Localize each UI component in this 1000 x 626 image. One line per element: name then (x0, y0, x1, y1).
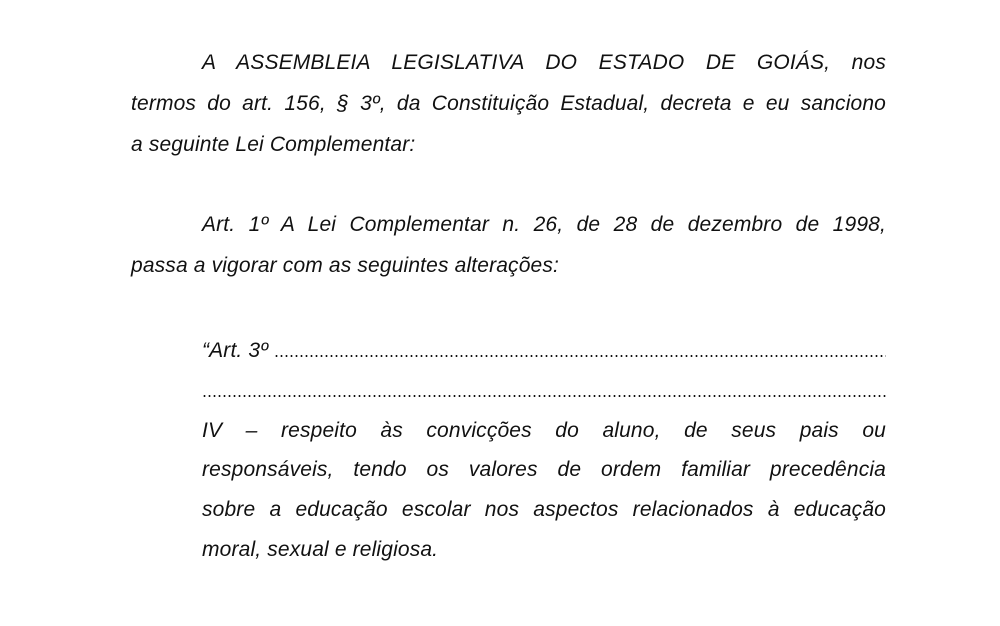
article-1-line-2: passa a vigorar com as seguintes alterações: (131, 254, 559, 277)
item-iv-line-2: responsáveis, tendo os valores de ordem familiar precedência (202, 458, 886, 481)
preamble-line-1: A ASSEMBLEIA LEGISLATIVA DO ESTADO DE GOIÁS, nos (202, 51, 886, 74)
item-iv-line-4: moral, sexual e religiosa. (202, 538, 439, 561)
item-iv-line-3: sobre a educação escolar nos aspectos relacionados à educação (202, 498, 886, 521)
article-1-line-1: Art. 1º A Lei Complementar n. 26, de 28 de dezembro de 1998, (202, 213, 886, 236)
quoted-article-row (202, 337, 886, 363)
item-iv-line-1: IV – respeito às convicções do aluno, de seus pais ou (202, 419, 886, 442)
omission-dotted-line (202, 377, 886, 403)
dotted-leader-full (202, 395, 886, 397)
quoted-article-label: “Art. 3º (202, 339, 269, 362)
preamble-line-3: a seguinte Lei Complementar: (131, 133, 416, 156)
preamble-line-2: termos do art. 156, § 3º, da Constituição Estadual, decreta e eu sanciono (131, 92, 886, 115)
dotted-leader (274, 355, 886, 357)
